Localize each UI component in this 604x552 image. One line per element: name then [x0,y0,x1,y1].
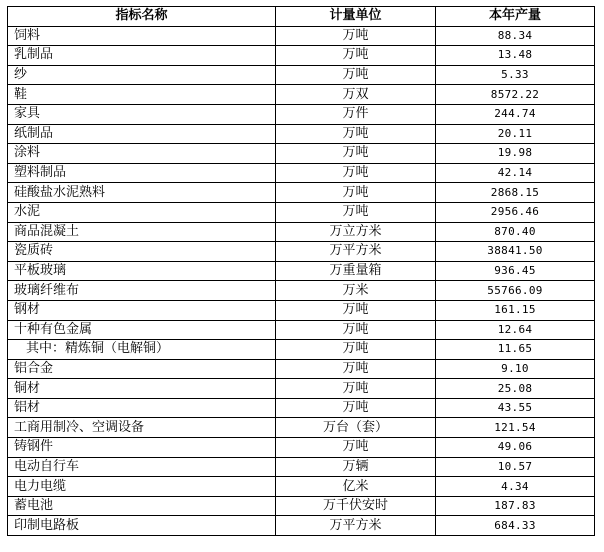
row-indicator-name: 工商用制冷、空调设备 [8,418,276,438]
row-indicator-name: 饲料 [8,26,276,46]
row-indicator-name: 铜材 [8,379,276,399]
table-row [8,144,595,164]
row-unit: 万吨 [276,144,436,164]
row-annual-output: 49.06 [436,438,595,458]
row-annual-output: 4.34 [436,477,595,497]
row-indicator-name: 铝材 [8,398,276,418]
table-row [8,124,595,144]
row-unit: 万件 [276,104,436,124]
table-row [8,85,595,105]
row-indicator-name: 鞋 [8,85,276,105]
row-annual-output: 38841.50 [436,242,595,262]
production-table-container [7,6,594,536]
row-unit: 万平方米 [276,242,436,262]
row-annual-output: 13.48 [436,46,595,66]
row-annual-output: 9.10 [436,359,595,379]
row-indicator-name: 钢材 [8,300,276,320]
row-indicator-name: 乳制品 [8,46,276,66]
row-indicator-name: 家具 [8,104,276,124]
table-body [8,26,595,535]
table-row [8,398,595,418]
row-unit: 万立方米 [276,222,436,242]
table-row [8,516,595,536]
row-unit: 万吨 [276,320,436,340]
row-annual-output: 870.40 [436,222,595,242]
row-unit: 万吨 [276,124,436,144]
row-annual-output: 10.57 [436,457,595,477]
row-annual-output: 43.55 [436,398,595,418]
row-indicator-name: 玻璃纤维布 [8,281,276,301]
row-annual-output: 5.33 [436,65,595,85]
table-row [8,65,595,85]
row-indicator-name: 塑料制品 [8,163,276,183]
row-unit: 万吨 [276,340,436,360]
table-row [8,222,595,242]
table-row [8,477,595,497]
row-annual-output: 121.54 [436,418,595,438]
row-unit: 万重量箱 [276,261,436,281]
table-row [8,26,595,46]
row-annual-output: 12.64 [436,320,595,340]
row-indicator-name: 商品混凝土 [8,222,276,242]
row-indicator-name: 铝合金 [8,359,276,379]
row-annual-output: 19.98 [436,144,595,164]
row-unit: 亿米 [276,477,436,497]
table-header-row [8,7,595,27]
table-row [8,104,595,124]
production-table [7,6,595,536]
row-annual-output: 2956.46 [436,202,595,222]
header-annual-output: 本年产量 [436,7,595,27]
table-row [8,202,595,222]
row-annual-output: 88.34 [436,26,595,46]
row-annual-output: 25.08 [436,379,595,399]
row-annual-output: 161.15 [436,300,595,320]
row-annual-output: 187.83 [436,496,595,516]
row-annual-output: 20.11 [436,124,595,144]
row-indicator-name: 瓷质砖 [8,242,276,262]
row-unit: 万千伏安时 [276,496,436,516]
table-row [8,438,595,458]
row-indicator-name: 电力电缆 [8,477,276,497]
row-annual-output: 11.65 [436,340,595,360]
table-row [8,183,595,203]
table-row [8,418,595,438]
table-row [8,379,595,399]
row-unit: 万吨 [276,300,436,320]
table-row [8,46,595,66]
row-indicator-name: 印制电路板 [8,516,276,536]
row-unit: 万吨 [276,202,436,222]
row-unit: 万吨 [276,438,436,458]
row-unit: 万吨 [276,26,436,46]
row-unit: 万辆 [276,457,436,477]
row-unit: 万吨 [276,379,436,399]
row-indicator-name: 涂料 [8,144,276,164]
row-indicator-name: 其中：精炼铜（电解铜） [8,340,276,360]
header-unit: 计量单位 [276,7,436,27]
header-indicator-name: 指标名称 [8,7,276,27]
row-unit: 万米 [276,281,436,301]
row-indicator-name: 水泥 [8,202,276,222]
table-row [8,261,595,281]
row-annual-output: 2868.15 [436,183,595,203]
row-indicator-name: 平板玻璃 [8,261,276,281]
row-annual-output: 684.33 [436,516,595,536]
table-row [8,300,595,320]
row-unit: 万吨 [276,359,436,379]
row-annual-output: 55766.09 [436,281,595,301]
row-unit: 万吨 [276,183,436,203]
row-unit: 万吨 [276,163,436,183]
row-indicator-name: 蓄电池 [8,496,276,516]
row-indicator-name: 十种有色金属 [8,320,276,340]
table-row [8,359,595,379]
row-unit: 万双 [276,85,436,105]
row-unit: 万吨 [276,65,436,85]
row-indicator-name: 纸制品 [8,124,276,144]
row-unit: 万平方米 [276,516,436,536]
row-indicator-name: 铸钢件 [8,438,276,458]
row-annual-output: 8572.22 [436,85,595,105]
table-row [8,496,595,516]
table-row [8,163,595,183]
table-row [8,242,595,262]
row-unit: 万台（套） [276,418,436,438]
row-indicator-name: 硅酸盐水泥熟料 [8,183,276,203]
row-unit: 万吨 [276,398,436,418]
row-annual-output: 42.14 [436,163,595,183]
row-annual-output: 936.45 [436,261,595,281]
row-unit: 万吨 [276,46,436,66]
table-row [8,320,595,340]
table-row [8,340,595,360]
table-row [8,281,595,301]
row-indicator-name: 纱 [8,65,276,85]
row-annual-output: 244.74 [436,104,595,124]
row-indicator-name: 电动自行车 [8,457,276,477]
table-row [8,457,595,477]
